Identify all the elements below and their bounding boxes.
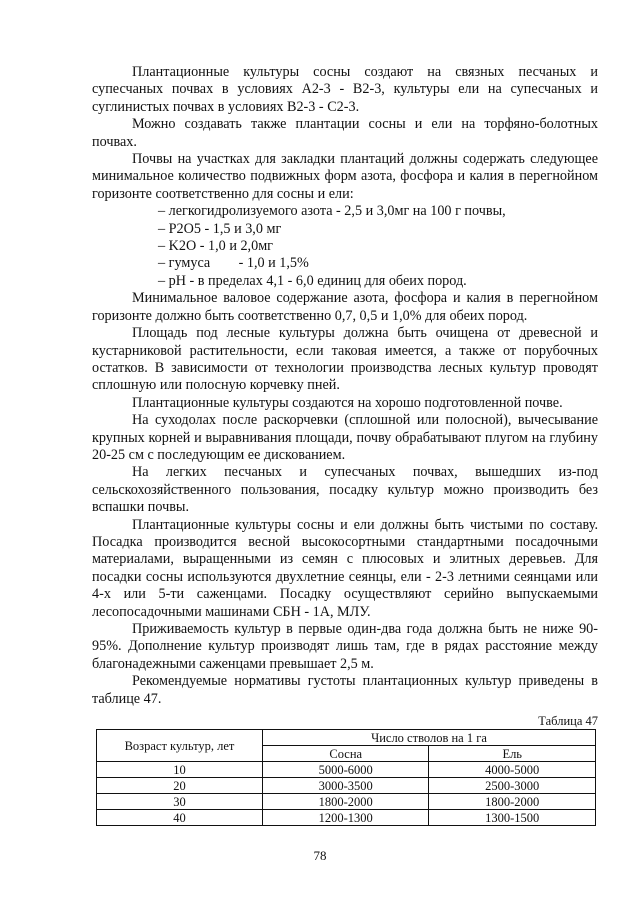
table-row	[97, 794, 596, 810]
cell-spruce: 4000-5000	[429, 762, 596, 778]
cell-spruce: 2500-3000	[429, 778, 596, 794]
cell-pine: 1800-2000	[263, 794, 429, 810]
paragraph-nutrient-requirements: Почвы на участках для закладки плантаций должны содержать следующее минимальное количество подвижных форм азота, фосфора и калия в перегнойном горизонте соответственно для сосны и ели:	[92, 151, 598, 202]
list-item: – легкогидролизуемого азота - 2,5 и 3,0мг на 100 г почвы,	[158, 203, 506, 220]
page-number: 78	[313, 848, 327, 863]
paragraph-planting: Плантационные культуры сосны и ели должны быть чистыми по составу. Посадка производится весной высокосортными стандартными посадочными материалами, выращенными из семян с плюсовых и элитных деревьев. Для посадки сосны используются двухлетние сеянцы, ели - 2-3 летними сеянцами или 4-х или 5-ти саженцами. Посадку осуществляют серийно выпускаемыми лесопосадочными машинами СБН - 1А, МЛУ.	[92, 516, 598, 620]
list-item: – K2O - 1,0 и 2,0мг	[158, 238, 273, 255]
paragraph-soil-preparation: Плантационные культуры создаются на хорошо подготовленной почве.	[132, 394, 563, 411]
table-row	[97, 778, 596, 794]
paragraph-survival: Приживаемость культур в первые один-два года должна быть не ниже 90-95%. Дополнение культур производят лишь там, где в рядах расстояние между благонадежными саженцами превышает 2,5 м.	[92, 621, 598, 672]
cell-age: 30	[97, 794, 263, 810]
table-row	[97, 810, 596, 826]
cell-age: 20	[97, 778, 263, 794]
list-item: – P2O5 - 1,5 и 3,0 мг	[158, 220, 282, 237]
density-table	[96, 729, 596, 826]
paragraph-light-soils: На легких песчаных и супесчаных почвах, вышедших из-под сельскохозяйственного пользования, посадку культур можно производить без вспашки почвы.	[92, 464, 598, 516]
cell-age: 10	[97, 762, 263, 778]
paragraph-gross-content: Минимальное валовое содержание азота, фосфора и калия в перегнойном горизонте должно быть соответственно 0,7, 0,5 и 1,0% для обеих пород.	[92, 290, 598, 324]
paragraph-table-reference: Рекомендуемые нормативы густоты плантационных культур приведены в таблице 47.	[92, 673, 598, 707]
document-page	[92, 64, 598, 826]
header-pine: Сосна	[263, 746, 429, 762]
header-age: Возраст культур, лет	[97, 730, 263, 762]
cell-age: 40	[97, 810, 263, 826]
nutrient-list	[92, 203, 598, 290]
cell-pine: 3000-3500	[263, 778, 429, 794]
paragraph-site-clearing: Площадь под лесные культуры должна быть очищена от древесной и кустарниковой растительности, если таковая имеется, а также от порубочных остатков. В зависимости от технологии производства лесных культур проводят сплошную или полосную корчевку пней.	[92, 325, 598, 394]
header-spruce: Ель	[429, 746, 596, 762]
table-row	[97, 762, 596, 778]
cell-spruce: 1800-2000	[429, 794, 596, 810]
table-caption: Таблица 47	[538, 714, 598, 729]
paragraph-peat-soils: Можно создавать также плантации сосны и ели на торфяно-болотных почвах.	[92, 116, 598, 150]
list-item: – гумуса - 1,0 и 1,5%	[158, 255, 309, 272]
paragraph-plantation-soils: Плантационные культуры сосны создают на связных песчаных и супесчаных почвах в условиях А2-3 - В2-3, культуры ели на супесчаных и суглинистых почвах в условиях В2-3 - С2-3.	[92, 64, 598, 115]
cell-pine: 1200-1300	[263, 810, 429, 826]
list-item: – pH - в пределах 4,1 - 6,0 единиц для обеих пород.	[158, 272, 467, 289]
cell-pine: 5000-6000	[263, 762, 429, 778]
paragraph-dry-lands: На суходолах после раскорчевки (сплошной или полосной), вычесывание крупных корней и выравнивания площади, почву обрабатывают плугом на глубину 20-25 см с последующим ее дискованием.	[92, 412, 598, 463]
header-stems-per-ha: Число стволов на 1 га	[263, 730, 596, 746]
cell-spruce: 1300-1500	[429, 810, 596, 826]
